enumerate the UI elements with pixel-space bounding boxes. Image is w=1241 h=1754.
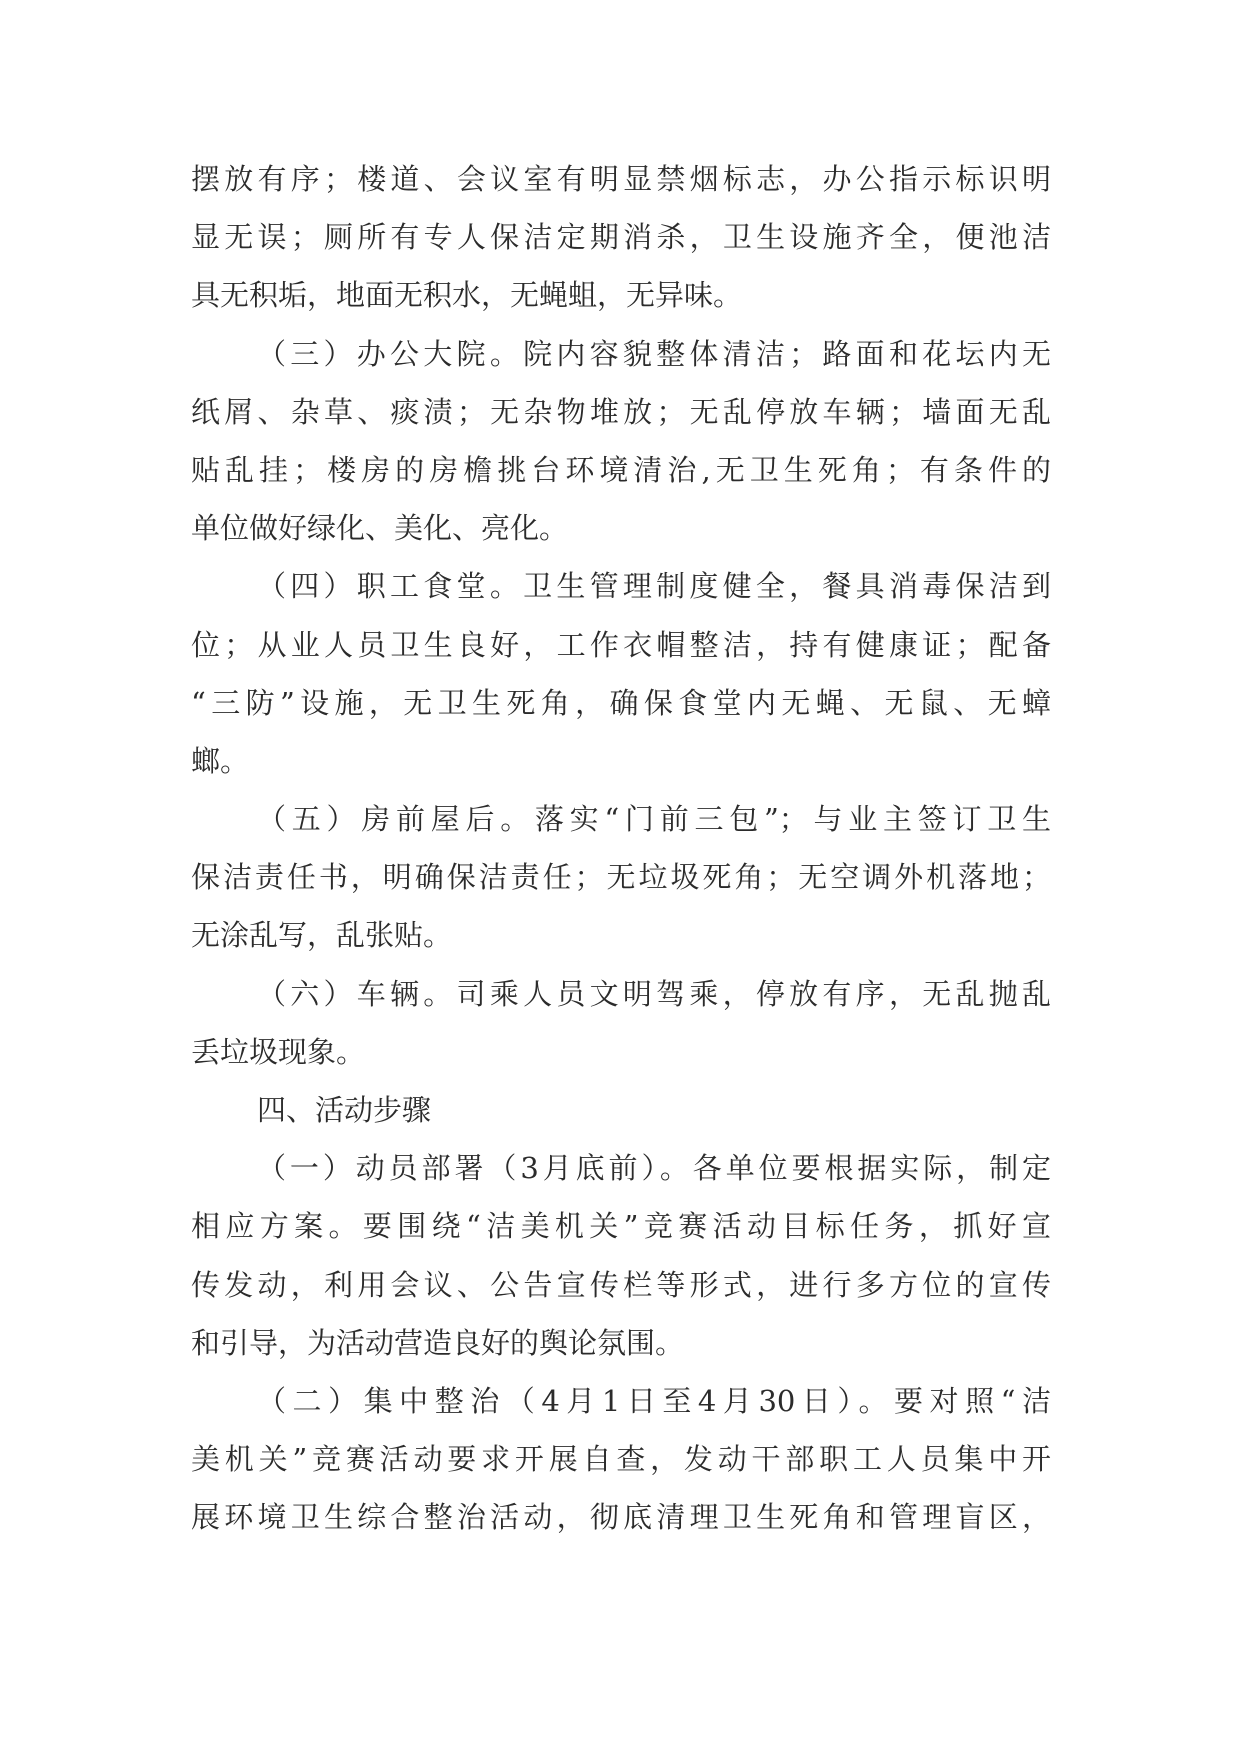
section-heading-line: （一）动员部署（3月底前）。各单位要根据实际，制定 xyxy=(257,1151,1051,1186)
text-line: 纸屑、杂草、痰渍；无杂物堆放；无乱停放车辆；墙面无乱 xyxy=(191,394,1051,429)
chapter-heading: 四、活动步骤 xyxy=(257,1093,432,1127)
section-heading-line: （五）房前屋后。落实“门前三包”；与业主签订卫生 xyxy=(257,802,1051,837)
text-line: 展环境卫生综合整治活动，彻底清理卫生死角和管理盲区， xyxy=(191,1500,1051,1535)
text-line: 具无积垢，地面无积水，无蝇蛆，无异味。 xyxy=(191,278,743,313)
text-line: 位；从业人员卫生良好，工作衣帽整洁，持有健康证；配备 xyxy=(191,627,1051,662)
text-line: 丢垃圾现象。 xyxy=(191,1034,366,1069)
document-body xyxy=(191,150,1051,1547)
text-line: 摆放有序；楼道、会议室有明显禁烟标志，办公指示标识明 xyxy=(191,162,1051,196)
section-heading-line: （二）集中整治（4月1日至4月30日）。要对照“洁 xyxy=(257,1383,1051,1418)
section-heading-line: （四）职工食堂。卫生管理制度健全，餐具消毒保洁到 xyxy=(257,569,1051,604)
text-line: 显无误；厕所有专人保洁定期消杀，卫生设施齐全，便池洁 xyxy=(191,220,1051,255)
text-line: 单位做好绿化、美化、亮化。 xyxy=(191,511,569,546)
text-line: 美机关”竞赛活动要求开展自查，发动干部职工人员集中开 xyxy=(191,1442,1051,1477)
text-line: 传发动，利用会议、公告宣传栏等形式，进行多方位的宣传 xyxy=(191,1267,1051,1302)
text-line: “三防”设施，无卫生死角，确保食堂内无蝇、无鼠、无蟑 xyxy=(191,685,1051,720)
text-line: 无涂乱写，乱张贴。 xyxy=(191,918,453,953)
text-line: 贴乱挂；楼房的房檐挑台环境清治,无卫生死角；有条件的 xyxy=(191,452,1051,487)
text-line: 相应方案。要围绕“洁美机关”竞赛活动目标任务，抓好宣 xyxy=(191,1209,1051,1244)
text-line: 螂。 xyxy=(191,743,250,778)
text-line: 保洁责任书，明确保洁责任；无垃圾死角；无空调外机落地； xyxy=(191,860,1051,895)
section-heading-line: （三）办公大院。院内容貌整体清洁；路面和花坛内无 xyxy=(257,336,1051,371)
text-line: 和引导，为活动营造良好的舆论氛围。 xyxy=(191,1325,685,1360)
section-heading-line: （六）车辆。司乘人员文明驾乘，停放有序，无乱抛乱 xyxy=(257,976,1051,1011)
